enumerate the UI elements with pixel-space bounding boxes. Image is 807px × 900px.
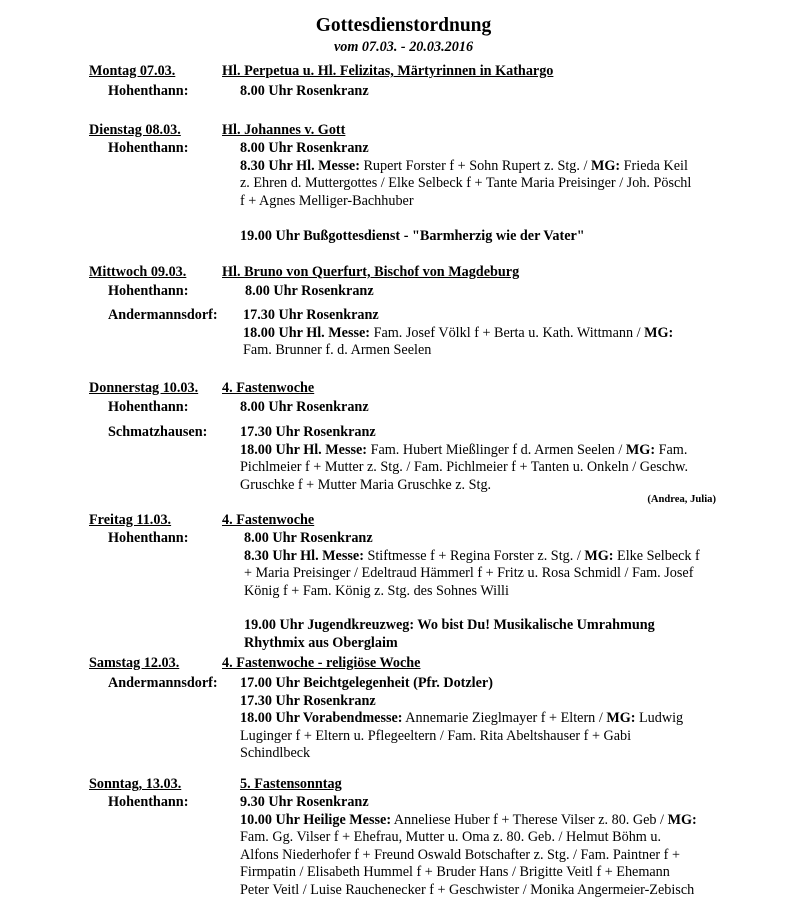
schedule-line bbox=[244, 548, 700, 566]
intention-text: König f + Fam. König z. Stg. des Sohnes Willi bbox=[244, 582, 509, 599]
schedule-line bbox=[240, 399, 369, 417]
schedule-item: 17.30 Uhr Rosenkranz bbox=[243, 307, 379, 323]
day-feast: Hl. Bruno von Querfurt, Bischof von Magdeburg bbox=[222, 264, 520, 280]
schedule-line bbox=[244, 565, 693, 583]
schedule-line bbox=[240, 882, 694, 900]
schedule-item: 18.00 Uhr Hl. Messe: bbox=[240, 441, 368, 458]
location-name: Hohenthann: bbox=[108, 140, 189, 156]
schedule-line bbox=[243, 307, 379, 325]
schedule-line bbox=[240, 442, 687, 460]
day-feast: 4. Fastenwoche - religiöse Woche bbox=[222, 655, 421, 671]
intention-text: Fam. Hubert Mießlinger f d. Armen Seelen / bbox=[367, 441, 626, 458]
schedule-item: Rhythmix aus Oberglaim bbox=[244, 634, 398, 651]
schedule-item: 18.00 Uhr Vorabendmesse: bbox=[240, 710, 403, 727]
intention-text: f + Agnes Melliger-Bachhuber bbox=[240, 192, 414, 209]
intention-text: Firmpatin / Elisabeth Hummel f + Bruder Hans / Brigitte Veitl f + Ehemann bbox=[240, 864, 670, 881]
schedule-line bbox=[244, 635, 398, 653]
day-date: Samstag 12.03. bbox=[89, 655, 180, 671]
mg-label: MG: bbox=[644, 324, 674, 341]
day-header bbox=[89, 380, 709, 398]
location-name: Andermannsdorf: bbox=[108, 675, 218, 691]
page-subtitle: vom 07.03. - 20.03.2016 bbox=[333, 39, 474, 55]
intention-text: Annemarie Zieglmayer f + Eltern / bbox=[402, 710, 607, 727]
schedule-item: 17.30 Uhr Rosenkranz bbox=[240, 424, 376, 440]
page-title: Gottesdienstordnung bbox=[315, 15, 492, 36]
schedule-line bbox=[244, 617, 655, 635]
intention-text: Fam. bbox=[655, 441, 688, 458]
schedule-line bbox=[240, 675, 493, 693]
schedule-line bbox=[240, 794, 369, 812]
intention-text: Gruschke f + Mutter Maria Gruschke z. Stg. bbox=[240, 476, 492, 493]
schedule-item: 8.30 Uhr Hl. Messe: bbox=[244, 547, 364, 564]
location-name: Hohenthann: bbox=[108, 83, 189, 99]
schedule-item: 19.00 Uhr Bußgottesdienst - "Barmherzig wie der Vater" bbox=[240, 228, 585, 244]
schedule-item: 8.00 Uhr Rosenkranz bbox=[240, 399, 369, 415]
location-name: Hohenthann: bbox=[108, 530, 189, 546]
schedule-line bbox=[240, 175, 691, 193]
schedule-line bbox=[240, 459, 688, 477]
schedule-item: 19.00 Uhr Jugendkreuzweg: Wo bist Du! Musikalische Umrahmung bbox=[244, 617, 655, 633]
schedule-item: 17.30 Uhr Rosenkranz bbox=[240, 692, 376, 709]
intention-text: Alfons Niederhofer f + Freund Oswald Botschafter z. Stg. / Fam. Paintner f + bbox=[240, 846, 680, 863]
day-feast: 4. Fastenwoche bbox=[222, 380, 315, 396]
schedule-item: 8.00 Uhr Rosenkranz bbox=[245, 283, 374, 299]
day-date: Donnerstag 10.03. bbox=[89, 380, 199, 396]
intention-text: Fam. Josef Völkl f + Berta u. Kath. Wittmann / bbox=[370, 324, 645, 341]
day-header bbox=[89, 776, 709, 794]
schedule-item: 8.30 Uhr Hl. Messe: bbox=[240, 157, 360, 174]
schedule-item: 9.30 Uhr Rosenkranz bbox=[240, 794, 369, 810]
day-feast: Hl. Perpetua u. Hl. Felizitas, Märtyrinnen in Kathargo bbox=[222, 63, 554, 79]
day-date: Montag 07.03. bbox=[89, 63, 176, 79]
schedule-item: 8.00 Uhr Rosenkranz bbox=[240, 83, 369, 99]
day-feast: 5. Fastensonntag bbox=[240, 776, 342, 792]
schedule-line bbox=[240, 424, 376, 442]
intention-text: Fam. Gg. Vilser f + Ehefrau, Mutter u. Oma z. 80. Geb. / Helmut Böhm u. bbox=[240, 829, 662, 846]
intention-text: Luginger f + Eltern u. Pflegeeltern / Fam. Rita Abeltshauser f + Gabi bbox=[240, 727, 632, 744]
intention-text: Fam. Brunner f. d. Armen Seelen bbox=[243, 342, 432, 359]
intention-text: + Maria Preisinger / Edeltraud Hämmerl f + Fritz u. Rosa Schmidl / Fam. Josef bbox=[244, 565, 694, 582]
schedule-line bbox=[240, 728, 631, 746]
schedule-line bbox=[240, 83, 369, 101]
intention-text: Schindlbeck bbox=[240, 745, 311, 762]
day-date: Dienstag 08.03. bbox=[89, 122, 181, 138]
schedule-line bbox=[240, 864, 670, 882]
intention-text: Anneliese Huber f + Therese Vilser z. 80. Geb / bbox=[391, 811, 668, 828]
schedule-line bbox=[240, 477, 491, 495]
schedule-line bbox=[243, 342, 431, 360]
schedule-line bbox=[244, 530, 373, 548]
mg-label: MG: bbox=[584, 547, 614, 564]
schedule-line bbox=[240, 745, 310, 763]
intention-text: z. Ehren d. Muttergottes / Elke Selbeck f + Tante Maria Preisinger / Joh. Pöschl bbox=[240, 175, 692, 192]
schedule-item: 18.00 Uhr Hl. Messe: bbox=[243, 324, 371, 341]
day-header bbox=[89, 63, 709, 81]
schedule-line bbox=[245, 283, 374, 301]
schedule-line bbox=[240, 847, 680, 865]
location-name: Andermannsdorf: bbox=[108, 307, 218, 323]
day-feast: 4. Fastenwoche bbox=[222, 512, 315, 528]
intention-text: Ludwig bbox=[635, 710, 684, 727]
schedule-item: 8.00 Uhr Rosenkranz bbox=[244, 530, 373, 546]
intention-text: Pichlmeier f + Mutter z. Stg. / Fam. Pichlmeier f + Tanten u. Onkeln / Geschw. bbox=[240, 459, 689, 476]
schedule-line bbox=[240, 140, 369, 158]
mg-label: MG: bbox=[606, 710, 636, 727]
schedule-item: 17.00 Uhr Beichtgelegenheit (Pfr. Dotzler) bbox=[240, 675, 493, 691]
schedule-line bbox=[240, 693, 376, 711]
intention-text: Rupert Forster f + Sohn Rupert z. Stg. / bbox=[359, 157, 591, 174]
schedule-line bbox=[240, 829, 661, 847]
schedule-line bbox=[240, 812, 697, 830]
ministrant-note: (Andrea, Julia) bbox=[647, 494, 716, 505]
day-feast: Hl. Johannes v. Gott bbox=[222, 122, 346, 138]
schedule-line bbox=[240, 228, 585, 246]
mg-label: MG: bbox=[625, 441, 656, 458]
location-name: Hohenthann: bbox=[108, 399, 189, 415]
schedule-line bbox=[240, 710, 683, 728]
day-date: Freitag 11.03. bbox=[89, 512, 172, 528]
schedule-item: 8.00 Uhr Rosenkranz bbox=[240, 140, 369, 156]
intention-text: Frieda Keil bbox=[620, 157, 688, 174]
schedule-item: 10.00 Uhr Heilige Messe: bbox=[240, 811, 392, 828]
day-header bbox=[89, 655, 709, 673]
intention-text: Peter Veitl / Luise Rauchenecker f + Geschwister / Monika Angermeier-Zebisch bbox=[240, 882, 695, 898]
day-header bbox=[89, 512, 709, 530]
intention-text: Elke Selbeck f bbox=[613, 547, 700, 564]
intention-text: Stiftmesse f + Regina Forster z. Stg. / bbox=[363, 547, 585, 564]
day-header bbox=[89, 122, 709, 140]
mg-label: MG: bbox=[667, 811, 697, 828]
location-name: Hohenthann: bbox=[108, 794, 189, 810]
schedule-line bbox=[243, 325, 673, 343]
day-date: Sonntag, 13.03. bbox=[89, 776, 182, 792]
mg-label: MG: bbox=[590, 157, 621, 174]
schedule-line bbox=[244, 583, 509, 601]
day-date: Mittwoch 09.03. bbox=[89, 264, 187, 280]
location-name: Hohenthann: bbox=[108, 283, 189, 299]
schedule-line bbox=[240, 158, 688, 176]
location-name: Schmatzhausen: bbox=[108, 424, 208, 440]
schedule-line bbox=[240, 193, 414, 211]
day-header bbox=[89, 264, 709, 282]
